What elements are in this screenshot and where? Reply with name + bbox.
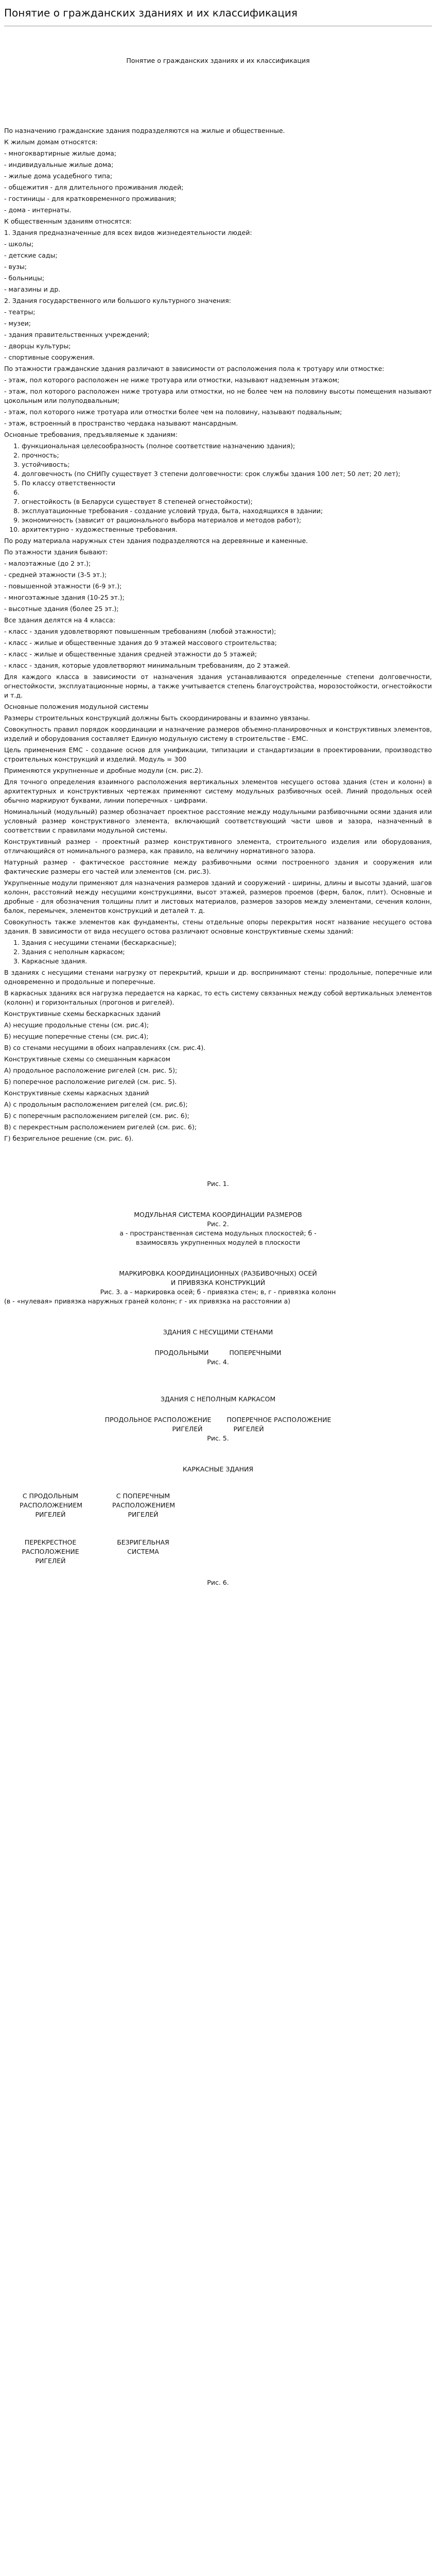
- figure-3-title: МАРКИРОВКА КООРДИНАЦИОННЫХ (РАЗБИВОЧНЫХ) ОСЕЙ: [119, 1269, 317, 1277]
- figure-6-grid: [4, 1492, 432, 1566]
- figure-3-description: (в - «нулевая» привязка наружных граней колонн; г - их привязка на расстоянии а): [4, 1297, 291, 1305]
- list-item: - многоэтажные здания (10-25 эт.);: [4, 594, 125, 601]
- document-heading: Понятие о гражданских зданиях и их классификация: [126, 57, 310, 64]
- floors-section: [4, 364, 432, 439]
- figure-3-caption: Рис. 3. а - маркировка осей; б - привязка стен; в, г - привязка колонн: [100, 1288, 336, 1296]
- list-item: - общежития - для длительного проживания людей;: [4, 183, 184, 191]
- figure-6-cell: БЕЗРИГЕЛЬНАЯ СИСТЕМА: [117, 1538, 169, 1555]
- figure-4-title: ЗДАНИЯ С НЕСУЩИМИ СТЕНАМИ: [163, 1328, 273, 1336]
- list-item: - дома - интернаты.: [4, 206, 72, 214]
- figure-4-labels: [4, 1348, 432, 1358]
- figure-6-cell: С ПРОДОЛЬНЫМ РАСПОЛОЖЕНИЕМ РИГЕЛЕЙ: [20, 1492, 83, 1518]
- paragraph: В каркасных зданиях вся нагрузка передается на каркас, то есть систему связанных между собой вертикальных элементов (колонн) и горизонтальных (прогонов и ригелей).: [4, 989, 432, 1006]
- figure-5-labels: [4, 1415, 432, 1425]
- paragraph: Все здания делятся на 4 класса:: [4, 616, 115, 624]
- paragraph: Размеры строительных конструкций должны быть скоординированы и взаимно увязаны.: [4, 714, 310, 722]
- section-heading: Конструктивные схемы каркасных зданий: [4, 1089, 149, 1097]
- paragraph: - этаж, пол которого ниже тротуара или отмостки более чем на половину, называют подвальным;: [4, 408, 342, 416]
- figure-6-title: КАРКАСНЫЕ ЗДАНИЯ: [182, 1465, 254, 1473]
- list-item: - жилые дома усадебного типа;: [4, 172, 113, 180]
- module-section: [4, 672, 432, 936]
- list-item: - больницы;: [4, 274, 45, 282]
- paragraph: Укрупненные модули применяют для назначения размеров зданий и сооружений - ширины, длины и высоты зданий, шагов колонн, расстояний между несущими конструкциями, высот этажей, размеров проемов (ферм, балок, плит). Основные и дробные - для обозначения толщины плит и листовых материалов, размеров зазоров между элементами, сечения колонн, балок, перемычек, элементов конструкций и деталей т. д.: [4, 879, 432, 914]
- list-item: - музеи;: [4, 319, 31, 327]
- list-item: 10. архитектурно - художественные требования.: [22, 525, 432, 534]
- paragraph: Основные требования, предъявляемые к зданиям:: [4, 431, 178, 438]
- figure-5-label: ПРОДОЛЬНОЕ РАСПОЛОЖЕНИЕ: [104, 1416, 212, 1423]
- figure-6-cell: С ПОПЕРЕЧНЫМ РАСПОЛОЖЕНИЕМ РИГЕЛЕЙ: [112, 1492, 176, 1518]
- figure-5-sublabel: РИГЕЛЕЙ: [233, 1425, 264, 1433]
- paragraph: - этаж, пол которого расположен ниже тротуара или отмостки, но не более чем на половину высоты помещения называют цокольным или полуподвальным;: [4, 387, 432, 404]
- requirements-list: [4, 442, 432, 534]
- list-item: А) продольное расположение ригелей (см. рис. 5);: [4, 1066, 178, 1074]
- list-item: 2. прочность;: [22, 451, 432, 460]
- list-item: - класс - здания, которые удовлетворяют минимальным требованиям, до 2 этажей.: [4, 662, 290, 669]
- paragraph: - этаж, пол которого расположен не ниже тротуара или отмостки, называют надземным этажом;: [4, 376, 340, 384]
- paragraph: Номинальный (модульный) размер обозначает проектное расстояние между модульными разбивочными осями здания или условный размер конструктивного элемента, включающий соответствующий части швов и зазора, назначенный в соответствии с правилами модульной системы.: [4, 808, 432, 834]
- figure-3: [4, 1269, 432, 1306]
- paragraph: Применяются укрупненные и дробные модули (см. рис.2).: [4, 767, 203, 774]
- figure-1-caption: Рис. 1.: [207, 1180, 229, 1188]
- paragraph: Для точного определения взаимного расположения вертикальных элементов несущего остова здания (стен и колонн) в архитектурных и конструктивных чертежах применяют систему модульных разбивочных осей. Линий продольных осей обычно маркируют буквами, линии поперечных - цифрами.: [4, 778, 432, 804]
- list-item: [22, 488, 432, 497]
- paragraph: Натурный размер - фактическое расстояние между разбивочными осями построенного здания и сооружения или фактические размеры его частей или элементов (см. рис.3).: [4, 858, 432, 875]
- list-item: - театры;: [4, 308, 36, 316]
- list-item: - индивидуальные жилые дома;: [4, 161, 114, 168]
- paragraph: Совокупность также элементов как фундаменты, стены отдельные опоры перекрытия носят название несущего остова здания. В зависимости от вида несущего остова различают основные конструктивные схемы зданий:: [4, 918, 432, 935]
- list-item: В) со стенами несущими в обоих направлениях (см. рис.4).: [4, 1044, 206, 1052]
- list-item: 1. Здания с несущими стенами (бескаркасные);: [22, 938, 432, 947]
- figure-4-label: ПРОДОЛЬНЫМИ: [154, 1349, 209, 1357]
- list-item: 8. эксплуатационные требования - создание условий труда, быта, находящихся в здании;: [22, 506, 432, 516]
- list-item: - здания правительственных учреждений;: [4, 331, 150, 338]
- figure-5: [4, 1395, 432, 1443]
- figure-4-image-area: [4, 1306, 432, 1328]
- list-item: 1. функциональная целесообразность (полное соответствие назначению здания);: [22, 442, 432, 451]
- list-item: - школы;: [4, 240, 34, 248]
- list-item: - малоэтажные (до 2 эт.);: [4, 560, 91, 567]
- figure-5-image-area: [4, 1367, 432, 1395]
- paragraph: - этаж, встроенный в пространство чердака называют мансардным.: [4, 419, 238, 427]
- figure-4-label: ПОПЕРЕЧНЫМИ: [229, 1349, 282, 1357]
- paragraph: Совокупность правил порядок координации и назначение размеров объемно-планировочных и конструктивных элементов, изделий и оборудования составляет Единую модульную систему в строительстве - ЕМС.: [4, 725, 432, 742]
- figure-2-description: а - пространственная система модульных плоскостей; б -: [119, 1229, 317, 1237]
- figure-5-title: ЗДАНИЯ С НЕПОЛНЫМ КАРКАСОМ: [160, 1395, 276, 1403]
- list-item: Б) несущие поперечные стены (см. рис.4);: [4, 1032, 149, 1040]
- figure-2-caption: Рис. 2.: [207, 1220, 229, 1228]
- list-item: - гостиницы - для кратковременного проживания;: [4, 195, 177, 202]
- list-item: Б) с поперечным расположением ригелей (см. рис. 6);: [4, 1112, 189, 1120]
- list-item: - повышенной этажности (6-9 эт.);: [4, 582, 122, 590]
- figure-4-caption: Рис. 4.: [207, 1358, 229, 1366]
- paragraph: 1. Здания предназначенные для всех видов жизнедеятельности людей:: [4, 229, 252, 236]
- figure-6-caption: Рис. 6.: [207, 1579, 229, 1586]
- list-item: - вузы;: [4, 263, 27, 270]
- list-item: - средней этажности (3-5 эт.);: [4, 571, 107, 579]
- figure-5-label: ПОПЕРЕЧНОЕ РАСПОЛОЖЕНИЕ: [226, 1416, 332, 1423]
- paragraph: 2. Здания государственного или большого культурного значения:: [4, 297, 231, 304]
- list-item: - спортивные сооружения.: [4, 353, 95, 361]
- paragraph: По назначению гражданские здания подразделяются на жилые и общественные.: [4, 127, 285, 134]
- paragraph: Цель применения ЕМС - создание основ для унификации, типизации и стандартизации в проектировании, производство строительных конструкций и изделий. Модуль = 300: [4, 746, 432, 763]
- list-item: В) с перекрестным расположением ригелей (см. рис. 6);: [4, 1123, 197, 1131]
- list-item: 9. экономичность (зависит от рационального выбора материалов и методов работ);: [22, 516, 432, 525]
- figure-4: [4, 1328, 432, 1367]
- figure-3-title: И ПРИВЯЗКА КОНСТРУКЦИЙ: [170, 1279, 266, 1286]
- paragraph: Для каждого класса в зависимости от назначения здания устанавливаются определенные степени долговечности, огнестойкости, эксплуатационные нормы, а также учитывается степень благоустройства, морозостойкости, огнестойкости и т.д.: [4, 673, 432, 699]
- list-item: Б) поперечное расположение ригелей (см. рис. 5).: [4, 1078, 177, 1086]
- list-item: - класс - жилые и общественные здания средней этажности до 5 этажей;: [4, 650, 257, 658]
- figure-5-caption: Рис. 5.: [207, 1434, 229, 1442]
- figure-6-image-area: [4, 1443, 432, 1465]
- paragraph: По роду материала наружных стен здания подразделяются на деревянные и каменные.: [4, 537, 308, 545]
- list-item: - высотные здания (более 25 эт.);: [4, 605, 119, 613]
- list-item: - дворцы культуры;: [4, 342, 71, 350]
- figure-6-cell: ПЕРЕКРЕСТНОЕ РАСПОЛОЖЕНИЕ РИГЕЛЕЙ: [22, 1538, 79, 1565]
- list-item: - магазины и др.: [4, 285, 61, 293]
- list-item: 5. По классу ответственности: [22, 479, 432, 488]
- paragraph: Конструктивный размер - проектный размер конструктивного элемента, строительного изделия или оборудования, отличающийся от номинального размера, как правило, на величину нормативного зазора.: [4, 838, 432, 855]
- list-item: 2. Здания с неполным каркасом;: [22, 947, 432, 957]
- paragraph: К общественным зданиям относятся:: [4, 217, 132, 225]
- figure-3-image-area: [4, 1247, 432, 1269]
- figure-2: [4, 1210, 432, 1247]
- figure-6: [4, 1465, 432, 1587]
- list-item: 3. Каркасные здания.: [22, 957, 432, 966]
- list-item: 7. огнестойкость (в Беларуси существует 8 степеней огнестойкости);: [22, 497, 432, 506]
- list-item: Г) безригельное решение (см. рис. 6).: [4, 1134, 134, 1142]
- intro-section: [4, 126, 432, 362]
- figure-2-description: взаимосвязь укрупненных модулей в плоскости: [136, 1239, 300, 1246]
- figure-1-image-area: [4, 1145, 432, 1179]
- paragraph: По этажности гражданские здания различают в зависимости от расположения пола к тротуару или отмостке:: [4, 365, 385, 372]
- list-item: - класс - жилые и общественные здания до 9 этажей массового строительства;: [4, 639, 277, 647]
- page-title: Понятие о гражданских зданиях и их классификация: [4, 7, 298, 19]
- section-heading: Конструктивные схемы бескаркасных зданий: [4, 1010, 161, 1018]
- frame-section: [4, 968, 432, 1143]
- section-heading: Конструктивные схемы со смешанным каркасом: [4, 1055, 170, 1063]
- list-item: - детские сады;: [4, 251, 58, 259]
- list-item: 4. долговечность (по СНИПу существует 3 степени долговечности: срок службы здания 100 лет; 50 лет; 20 лет);: [22, 469, 432, 479]
- list-item: 3. устойчивость;: [22, 460, 432, 469]
- figure-5-sublabels: [4, 1425, 432, 1434]
- paragraph: В зданиях с несущими стенами нагрузку от перекрытий, крыши и др. воспринимают стены: продольные, поперечные или одновременно и продольные и поперечные.: [4, 969, 432, 986]
- list-item: - класс - здания удовлетворяют повышенным требованиям (любой этажности);: [4, 628, 276, 635]
- schemes-list: [4, 938, 432, 966]
- materials-section: [4, 536, 432, 670]
- paragraph: К жилым домам относятся:: [4, 138, 98, 146]
- figure-5-sublabel: РИГЕЛЕЙ: [172, 1425, 203, 1433]
- list-item: - многоквартирные жилые дома;: [4, 149, 117, 157]
- paragraph: По этажности здания бывают:: [4, 548, 108, 556]
- figure-2-title: МОДУЛЬНАЯ СИСТЕМА КООРДИНАЦИИ РАЗМЕРОВ: [134, 1211, 302, 1218]
- list-item: А) с продольным расположением ригелей (см. рис.6);: [4, 1100, 188, 1108]
- figure-2-image-area: [4, 1189, 432, 1210]
- section-heading: Основные положения модульной системы: [4, 703, 149, 710]
- list-item: А) несущие продольные стены (см. рис.4);: [4, 1021, 149, 1029]
